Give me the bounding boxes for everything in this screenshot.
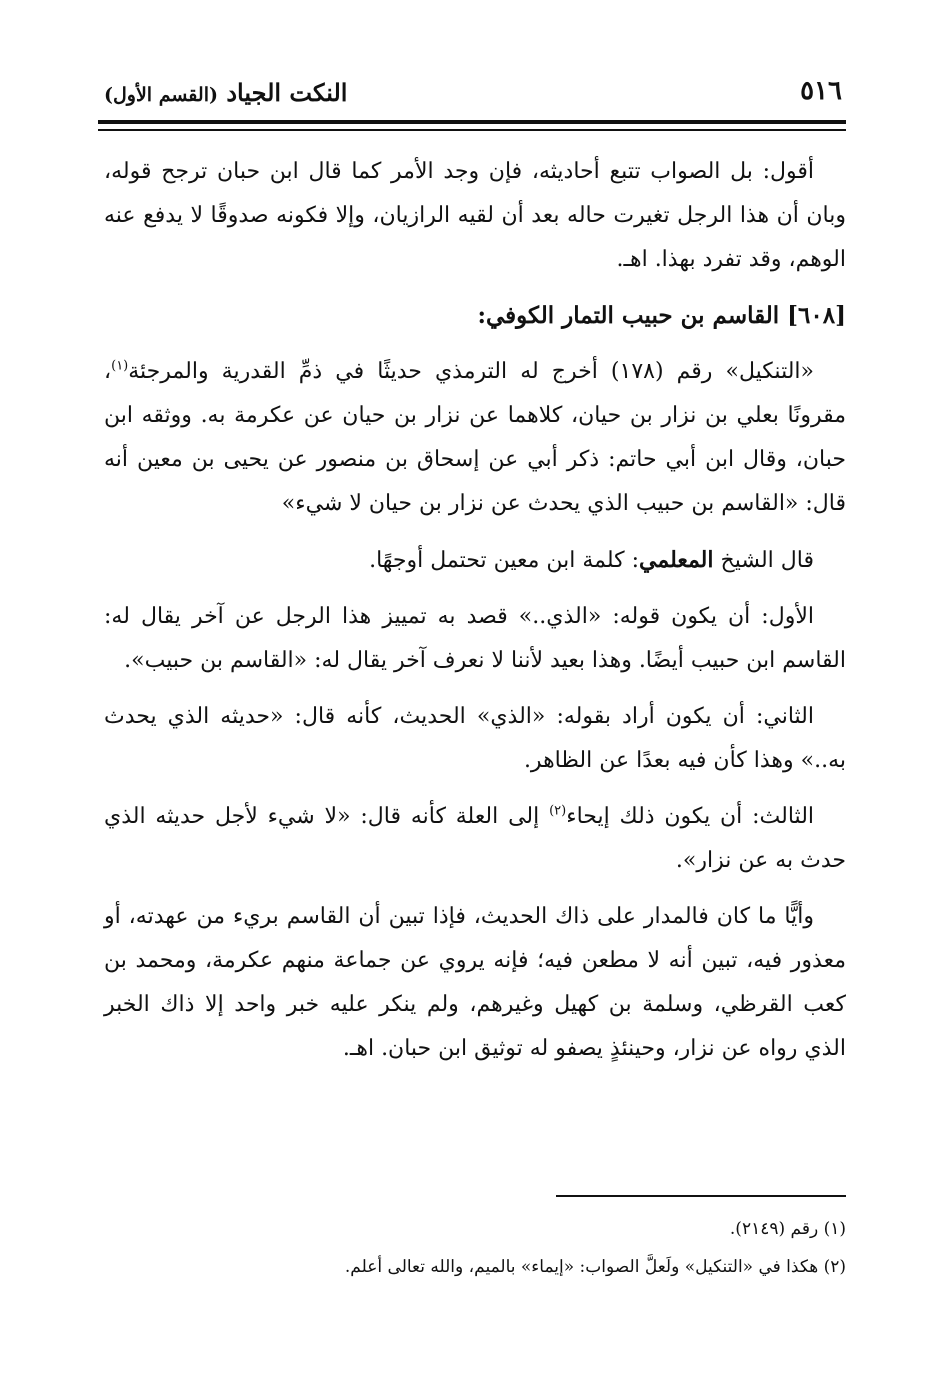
author-name: المعلمي [639,547,714,573]
header-rule-thin [98,129,846,131]
paragraph [104,538,846,583]
footnote-separator [556,1195,846,1197]
paragraph-text: الثالث: أن يكون ذلك إيحاء [566,804,815,829]
book-part: (القسم الأول) [104,84,218,106]
paragraph-text: ، مقرونًا بعلي بن نزار بن حيان، كلاهما عن نزار بن حيان عن عكرمة به. ووثقه ابن حبان، وقال ابن أبي حاتم: ذكر أبي عن إسحاق بن منصور عن يحيى بن معين أنه قال: «القاسم بن حبيب الذي يحدث عن نزار بن حيان لا شيء» [104,359,846,516]
paragraph [104,350,846,526]
header-rule [98,120,846,124]
paragraph-text: «التنكيل» رقم (١٧٨) أخرج له الترمذي حديثًا في ذمِّ القدرية والمرجئة [128,359,814,384]
paragraph-text: : كلمة ابن معين تحتمل أوجهًا. [369,548,640,573]
paragraph: الثاني: أن يكون أراد بقوله: «الذي» الحديث، كأنه قال: «حديثه الذي يحدث به..» وهذا كأن فيه بعدًا عن الظاهر. [104,704,846,773]
footnote: (٢) هكذا في «التنكيل» ولَعلَّ الصواب: «إيماء» بالميم، والله تعالى أعلم. [344,1257,846,1277]
entry-heading: [٦٠٨] القاسم بن حبيب التمار الكوفي: [477,302,846,329]
paragraph: أقول: بل الصواب تتبع أحاديثه، فإن وجد الأمر كما قال ابن حبان ترجح قوله، وبان أن هذا الرجل تغيرت حاله بعد أن لقيه الرازيان، وإلا فكونه صدوقًا لا يدفع عنه الوهم، وقد تفرد بهذا. اهـ. [104,159,846,272]
page-header [98,70,846,118]
main-text [104,150,846,1083]
footnote: (١) رقم (٢١٤٩). [729,1219,846,1239]
paragraph: الأول: أن يكون قوله: «الذي..» قصد به تمييز هذا الرجل عن آخر يقال له: القاسم ابن حبيب أيضًا. وهذا بعيد لأننا لا نعرف آخر يقال له: «القاسم بن حبيب». [104,604,846,673]
paragraph-text: قال الشيخ [720,548,814,573]
footnotes [104,1210,846,1286]
book-title: النكت الجياد [226,78,348,107]
paragraph: وأيًّا ما كان فالمدار على ذاك الحديث، فإذا تبين أن القاسم بريء من عهدته، أو معذور فيه، تبين أنه لا مطعن فيه؛ فإنه يروي عن جماعة منهم عكرمة، ومحمد بن كعب القرظي، وسلمة بن كهيل وغيرهم، ولم ينكر عليه خبر واحد إلا ذاك الخبر الذي رواه عن نزار، وحينئذٍ يصفو له توثيق ابن حبان. اهـ. [104,904,846,1061]
footnote-ref: (١) [111,358,129,374]
footnote-ref: (٢) [549,803,567,819]
running-title [104,78,347,107]
paragraph [104,795,846,883]
page-number: ٥١٦ [800,76,842,106]
paragraph-text: إلى العلة كأنه قال: «لا شيء لأجل حديثه الذي حدث به عن نزار». [104,804,846,873]
